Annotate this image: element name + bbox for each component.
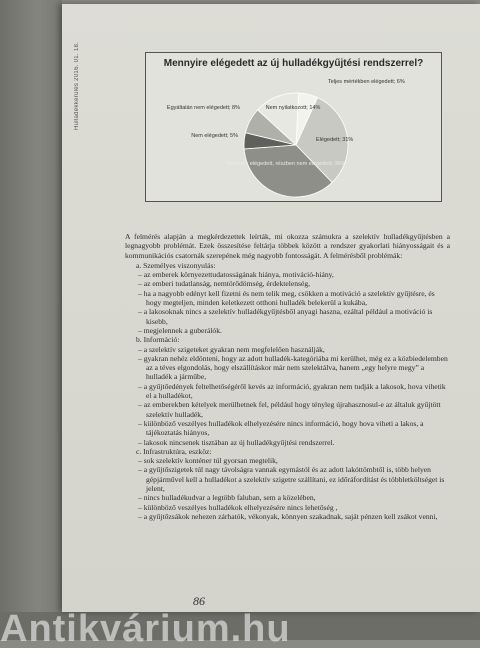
list-item: – ha a nagyobb edényt kell fizetni és nem telik meg, csökken a motiváció a szelektív gyűjtésre, és hogy megteljen, minden keletkezett otthoni hulladék belekerül a kukába, xyxy=(138,288,435,308)
background-left xyxy=(0,0,62,640)
pie-chart xyxy=(146,53,441,201)
list-item: – gyakran nehéz eldönteni, hogy az adott hulladék-kategóriába mi kerülhet, még ez a közbiedelemben az a téves elgondolás, hogy elszállításkor már nem szelektálva, hanem „egy helyre megy” a hulladék a járműbe, xyxy=(138,353,448,382)
section-heading: a. Személyes viszonyulás: xyxy=(136,260,216,270)
pie-slice-label: Elégedett; 31% xyxy=(316,137,354,143)
list-item: – lakosok nincsenek tisztában az új hulladékgyűjtési rendszerrel. xyxy=(138,437,335,447)
list-item: – nincs hulladékudvar a legtöbb faluban, sem a közelében, xyxy=(138,493,316,503)
pie-slice-label: Nem elégedett; 5% xyxy=(191,133,238,139)
list-item: – különböző veszélyes hulladékok elhelyezésére nincs információ, hogy hova viheti a lakos, a tájékoztatás hiányos, xyxy=(138,418,424,438)
pie-slice-label: Nem nyilatkozott; 14% xyxy=(265,105,321,111)
pie-slice-label: Egyáltalán nem elégedett; 8% xyxy=(166,105,240,111)
list-item: – a lakosoknak nincs a szelektív hulladékgyűjtésből anyagi haszna, ezáltal például a motiváció is kisebb, xyxy=(138,307,433,326)
intro-paragraph: A felmérés alapján a megkérdezettek leírták, mi okozza számukra a szelektív hulladékgyűjtésben a legnagyobb problémát. Ezek összesítése feltárja többek között a rendszer gyakorlati hiányosságait és a kommunikációs csatornák szerepének még nagyobb fontosságát. A felmérésből problémák: xyxy=(125,232,450,260)
margin-label: Hulladékkerülés 2016. 01. 18. xyxy=(74,41,80,130)
section-heading: c. Infrastruktúra, eszköz: xyxy=(136,446,212,456)
list-item: – megjelennek a guberálók. xyxy=(138,325,222,335)
list-item: – a gyűjtőzsákok nehezen zárhatók, vékonyak, könnyen szakadnak, saját pénzen kell zsákot venni, xyxy=(138,511,438,521)
chart-title: Mennyire elégedett az új hulladékgyűjtési rendszerrel? xyxy=(163,58,424,69)
body-text xyxy=(125,232,450,521)
page-number: 86 xyxy=(193,594,205,608)
list-item: – a szelektív szigeteket gyakran nem megfelelően használják, xyxy=(138,344,325,354)
list-item: – a gyűjtőszigetek túl nagy távolságra vannak egymástól és az adott lakóttömbtől is, több helyen gépjárművel kell a hulladékot a szelektív szigetre szállítani, ez időráfordítást és többletköltséget is jelent, xyxy=(138,465,445,494)
list-item: – az emberekben kételyek merülhetnek fel, például hogy tényleg újrahasznosul-e az általuk gyűjtött szelektív hulladék, xyxy=(138,400,441,419)
list-item: – az emberi tudatlanság, nemtörődömség, érdektelenség, xyxy=(138,279,311,289)
list-item: – a gyűjtőedények feltelhetőségéről kevés az információ, gyakran nem tudják a lakosok, hova vihetik el a hulladékot, xyxy=(138,381,446,401)
list-item: – sok szelektív konténer túl gyorsan megtelik, xyxy=(138,456,278,466)
pie-chart-box xyxy=(145,52,442,202)
pie-slice-label: Részben elégedett, részben nem elégedett; 36% xyxy=(226,161,346,167)
pie-slice-label: Teljes mértékben elégedett; 6% xyxy=(328,79,405,85)
section-heading: b. Információ: xyxy=(136,335,180,345)
list-item: – különböző veszélyes hulladékok elhelyezésére nincs lehetőség , xyxy=(138,502,338,512)
watermark-text: Antikvárium.hu xyxy=(0,608,291,648)
list-item: – az emberek környezettudatosságának hiánya, motiváció-hiány, xyxy=(138,270,334,280)
